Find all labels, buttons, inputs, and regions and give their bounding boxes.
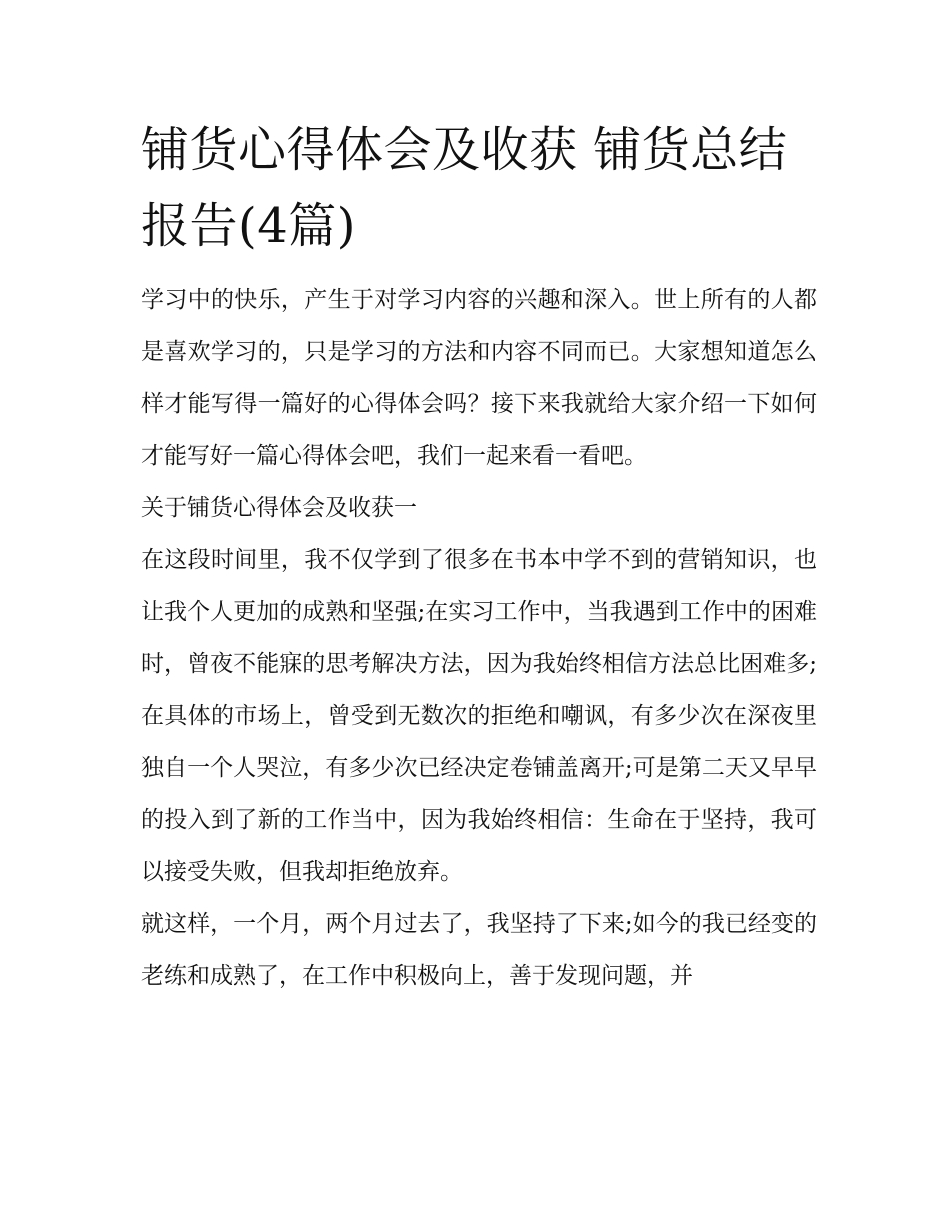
body-paragraph: 在这段时间里，我不仅学到了很多在书本中学不到的营销知识，也让我个人更加的成熟和坚强;在实习工作中，当我遇到工作中的困难时，曾夜不能寐的思考解决方法，因为我始终相信方法总比困难多;在具体的市场上，曾受到无数次的拒绝和嘲讽，有多少次在深夜里独自一个人哭泣，有多少次已经决定卷铺盖离开;可是第二天又早早的投入到了新的工作当中，因为我始终相信：生命在于坚持，我可以接受失败，但我却拒绝放弃。 (141, 547, 817, 885)
intro-paragraph: 学习中的快乐，产生于对学习内容的兴趣和深入。世上所有的人都是喜欢学习的，只是学习的方法和内容不同而已。大家想知道怎么样才能写得一篇好的心得体会吗？接下来我就给大家介绍一下如何才能写好一篇心得体会吧，我们一起来看一看吧。 (141, 287, 817, 469)
body-paragraph: 就这样，一个月，两个月过去了，我坚持了下来;如今的我已经变的老练和成熟了，在工作中积极向上，善于发现问题，并 (141, 911, 817, 989)
document-body (141, 112, 817, 1002)
document-title: 铺货心得体会及收获 铺货总结报告(4篇) (141, 122, 788, 254)
section-heading: 关于铺货心得体会及收获一 (141, 495, 417, 521)
